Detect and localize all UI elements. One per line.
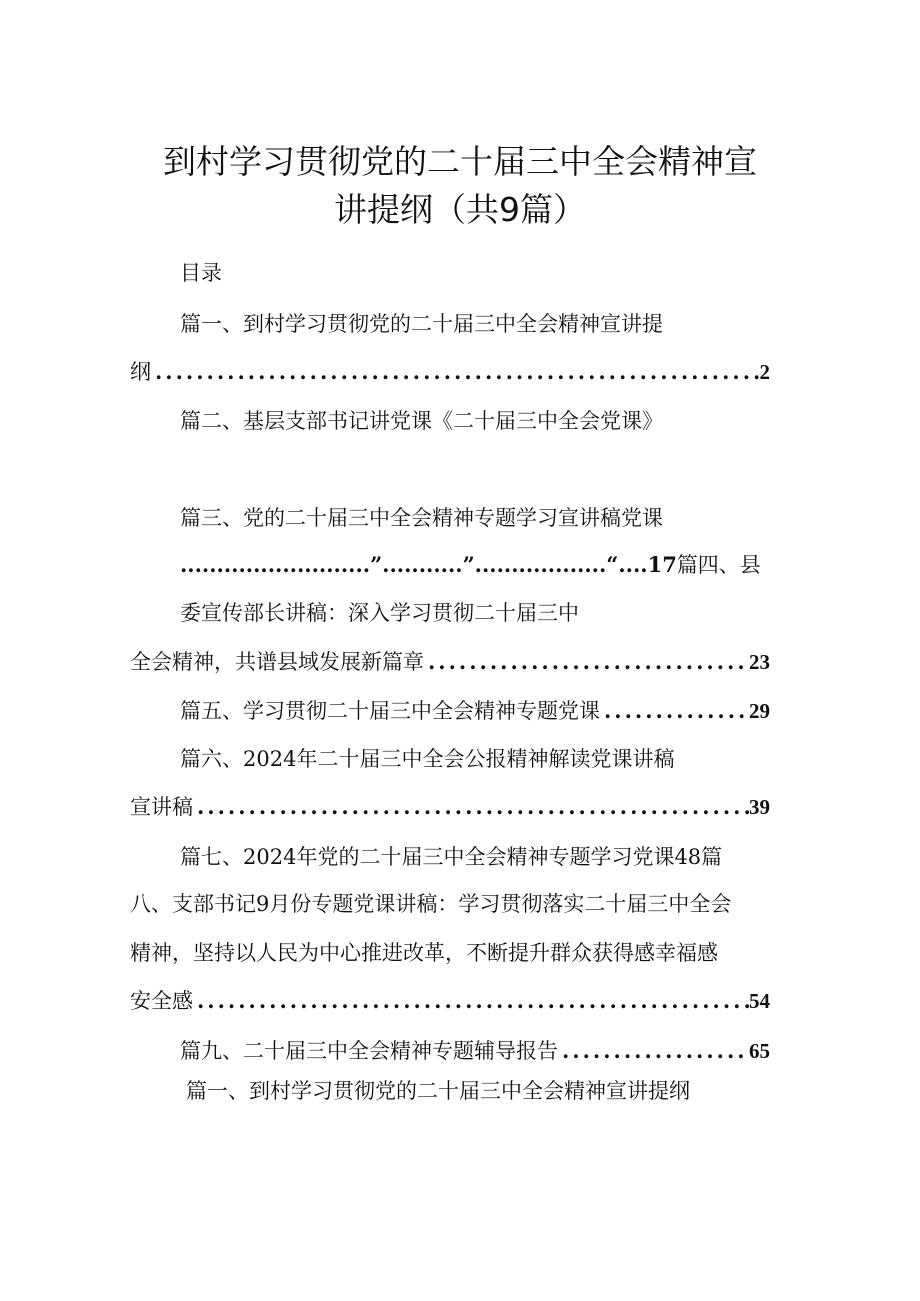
toc-entry-8-page: 54 xyxy=(749,989,770,1013)
toc-leader-dots xyxy=(151,357,760,387)
section-1-heading: 篇一、到村学习贯彻党的二十届三中全会精神宣讲提纲 xyxy=(186,1079,690,1103)
toc-entry-1-row[interactable] xyxy=(130,357,770,387)
toc-entry-4-row[interactable] xyxy=(130,647,770,677)
toc-entry-1-page: 2 xyxy=(759,360,770,384)
toc-entry-5-page: 29 xyxy=(749,699,770,723)
toc-entry-9-row[interactable] xyxy=(180,1036,770,1066)
toc-entry-8-line-3: 安全感 xyxy=(130,989,193,1013)
toc-entry-6-row[interactable] xyxy=(130,792,770,822)
toc-entry-3-dots-page: ..........................”...........”..................“....17 xyxy=(180,552,677,577)
toc-leader-dots xyxy=(424,647,749,677)
document-title-line-1: 到村学习贯彻党的二十届三中全会精神宣 xyxy=(163,142,757,181)
toc-entry-8-line-2[interactable]: 精神，坚持以人民为中心推进改革，不断提升群众获得感幸福感 xyxy=(130,941,718,965)
toc-entry-6-line-1[interactable]: 篇六、2024年二十届三中全会公报精神解读党课讲稿 xyxy=(180,747,675,771)
toc-entry-5-row[interactable] xyxy=(180,696,770,726)
toc-entry-5-label: 篇五、学习贯彻二十届三中全会精神专题党课 xyxy=(180,699,600,723)
toc-leader-dots xyxy=(558,1036,749,1066)
toc-entry-6-page: 39 xyxy=(749,795,770,819)
toc-heading: 目录 xyxy=(180,261,222,285)
toc-leader-dots xyxy=(600,696,749,726)
toc-entry-8-row[interactable] xyxy=(130,986,770,1016)
toc-entry-8-line-1[interactable]: 八、支部书记9月份专题党课讲稿：学习贯彻落实二十届三中全会 xyxy=(130,892,732,916)
toc-leader-dots xyxy=(193,986,749,1016)
toc-leader-dots xyxy=(193,792,749,822)
toc-entry-1-line-1[interactable]: 篇一、到村学习贯彻党的二十届三中全会精神宣讲提 xyxy=(180,312,663,336)
toc-entry-3-row[interactable] xyxy=(180,550,761,580)
toc-entry-2[interactable]: 篇二、基层支部书记讲党课《二十届三中全会党课》 xyxy=(180,409,663,433)
document-title-line-2: 讲提纲（共9篇） xyxy=(334,190,586,229)
toc-entry-6-line-2: 宣讲稿 xyxy=(130,795,193,819)
toc-entry-9-page: 65 xyxy=(749,1039,770,1063)
toc-entry-4-start: 篇四、县 xyxy=(676,553,761,577)
toc-entry-4-page: 23 xyxy=(749,650,770,674)
toc-entry-4-line-2: 全会精神，共谱县域发展新篇章 xyxy=(130,650,424,674)
toc-entry-9-label: 篇九、二十届三中全会精神专题辅导报告 xyxy=(180,1039,558,1063)
toc-entry-3-line-1[interactable]: 篇三、党的二十届三中全会精神专题学习宣讲稿党课 xyxy=(180,506,663,530)
toc-entry-4-line-1[interactable]: 委宣传部长讲稿：深入学习贯彻二十届三中 xyxy=(180,601,579,625)
toc-entry-7[interactable]: 篇七、2024年党的二十届三中全会精神专题学习党课48篇 xyxy=(180,845,723,869)
toc-entry-1-line-2: 纲 xyxy=(130,360,151,384)
